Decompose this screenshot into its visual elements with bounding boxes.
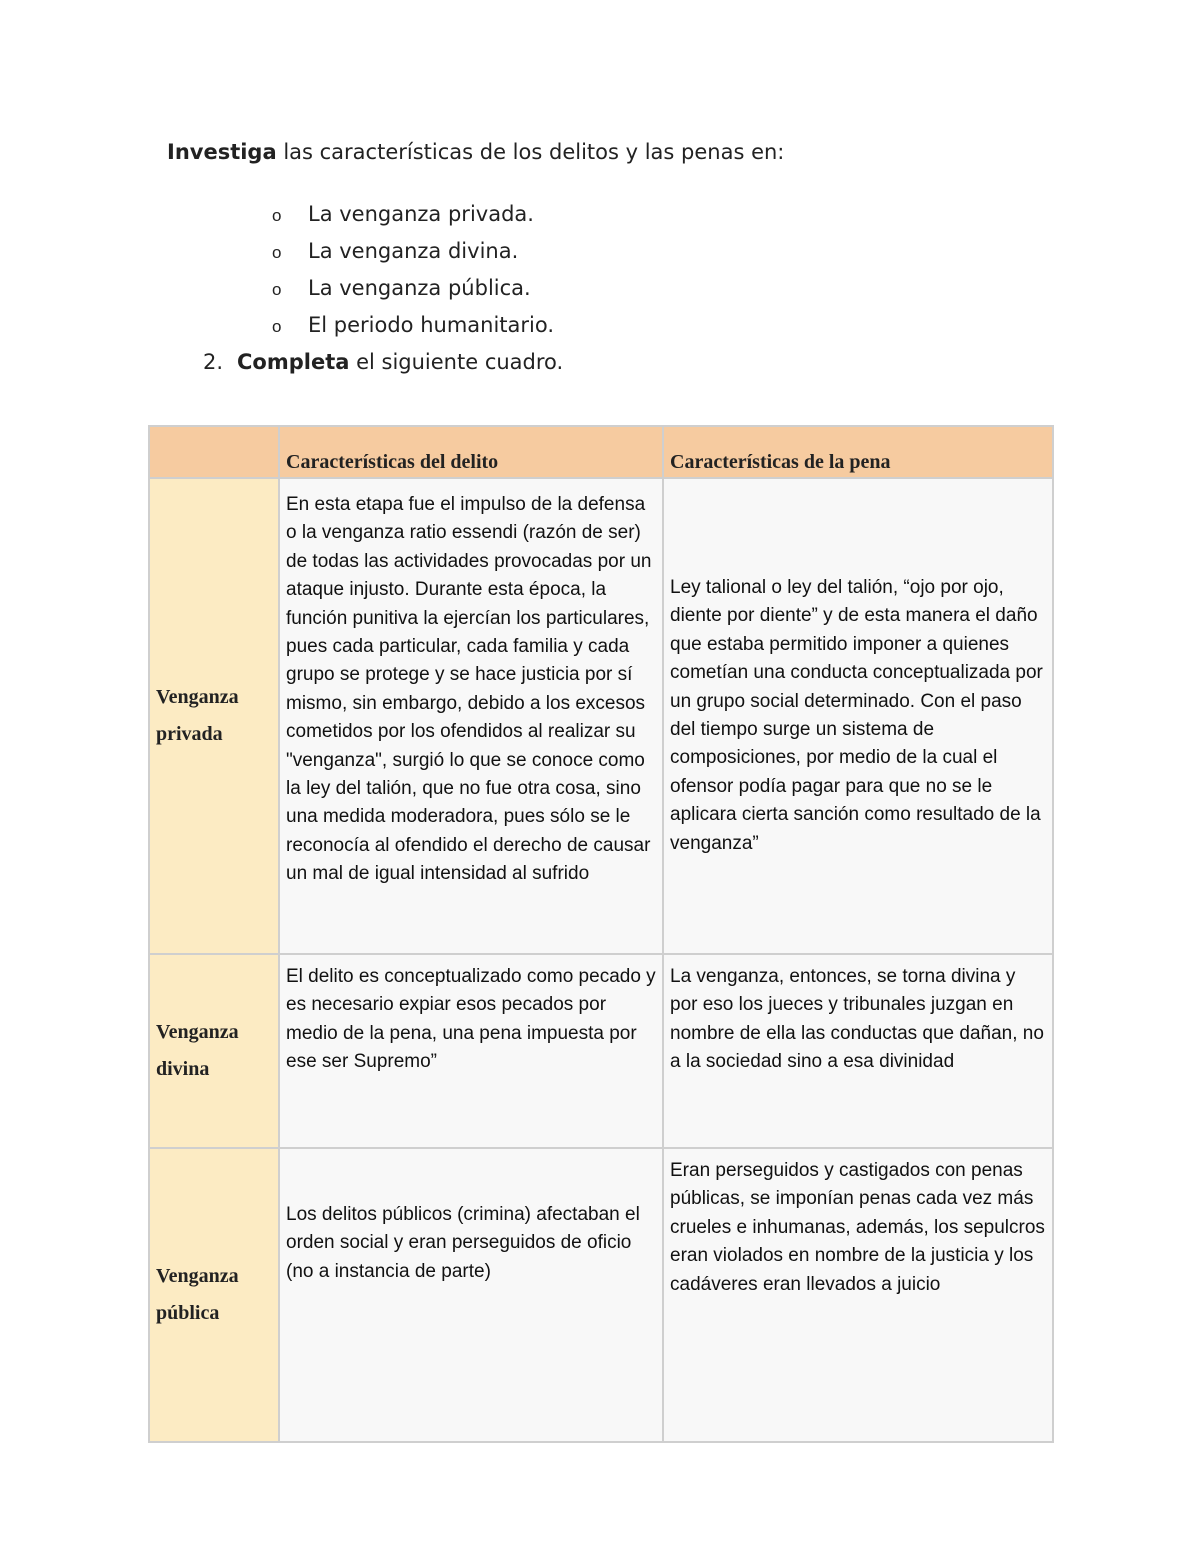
list-item xyxy=(272,310,554,347)
intro-text: las características de los delitos y las penas en: xyxy=(276,140,785,164)
list-item-text: El periodo humanitario. xyxy=(308,313,555,337)
row-label xyxy=(149,478,279,954)
list-item-text: La venganza divina. xyxy=(308,239,519,263)
bullet-marker: o xyxy=(272,280,282,299)
list-item-text: La venganza pública. xyxy=(308,276,531,300)
step-two xyxy=(203,347,563,377)
row-label-line: Venganza xyxy=(156,686,239,708)
bullet-marker: o xyxy=(272,206,282,225)
pena-cell: La venganza, entonces, se torna divina y por eso los jueces y tribunales juzgan en nombre de ella las conductas que dañan, no a la sociedad sino a esa divinidad xyxy=(663,954,1053,1148)
row-label-line: Venganza xyxy=(156,1021,239,1043)
pena-cell: Ley talional o ley del talión, “ojo por ojo, diente por diente” y de esta manera el daño que estaba permitido imponer a quienes cometían una conducta conceptualizada por un grupo social determinado. Con el paso del tiempo surge un sistema de composiciones, por medio de la cual el ofensor podía pagar para que no se le aplicara cierta sanción como resultado de la venganza” xyxy=(663,478,1053,954)
topics-list xyxy=(272,199,554,347)
list-item xyxy=(272,273,554,310)
bullet-marker: o xyxy=(272,243,282,262)
step-number: 2. xyxy=(203,350,224,374)
delito-cell: El delito es conceptualizado como pecado y es necesario expiar esos pecados por medio de la pena, una pena impuesta por ese ser Supremo” xyxy=(279,954,663,1148)
table-row xyxy=(149,1148,1053,1442)
intro-paragraph xyxy=(167,137,784,167)
row-label-line: privada xyxy=(156,723,223,745)
header-cell-pena: Características de la pena xyxy=(663,426,1053,478)
comparison-table xyxy=(148,425,1054,1443)
header-empty-cell xyxy=(149,426,279,478)
delito-cell: Los delitos públicos (crimina) afectaban el orden social y eran perseguidos de oficio (no a instancia de parte) xyxy=(279,1148,663,1442)
pena-cell: Eran perseguidos y castigados con penas públicas, se imponían penas cada vez más crueles e inhumanas, además, los sepulcros eran violados en nombre de la justicia y los cadáveres eran llevados a juicio xyxy=(663,1148,1053,1442)
list-item xyxy=(272,199,554,236)
header-cell-delito: Características del delito xyxy=(279,426,663,478)
row-label xyxy=(149,954,279,1148)
delito-cell: En esta etapa fue el impulso de la defensa o la venganza ratio essendi (razón de ser) de todas las actividades provocadas por un ataque injusto. Durante esta época, la función punitiva la ejercían los particulares, pues cada particular, cada familia y cada grupo se protege y se hace justicia por sí mismo, sin embargo, debido a los excesos cometidos por los ofendidos al realizar su "venganza", surgió lo que se conoce como la ley del talión, que no fue otra cosa, sino una medida moderadora, pues sólo se le reconocía al ofendido el derecho de causar un mal de igual intensidad al sufrido xyxy=(279,478,663,954)
row-label-line: divina xyxy=(156,1058,210,1080)
row-label xyxy=(149,1148,279,1442)
table-header-row xyxy=(149,426,1053,478)
table-row xyxy=(149,478,1053,954)
step-text: el siguiente cuadro. xyxy=(349,350,564,374)
bullet-marker: o xyxy=(272,317,282,336)
row-label-line: Venganza xyxy=(156,1265,239,1287)
row-label-line: pública xyxy=(156,1302,220,1324)
intro-bold: Investiga xyxy=(167,140,277,164)
list-item xyxy=(272,236,554,273)
step-bold: Completa xyxy=(237,350,350,374)
table-row xyxy=(149,954,1053,1148)
list-item-text: La venganza privada. xyxy=(308,202,534,226)
